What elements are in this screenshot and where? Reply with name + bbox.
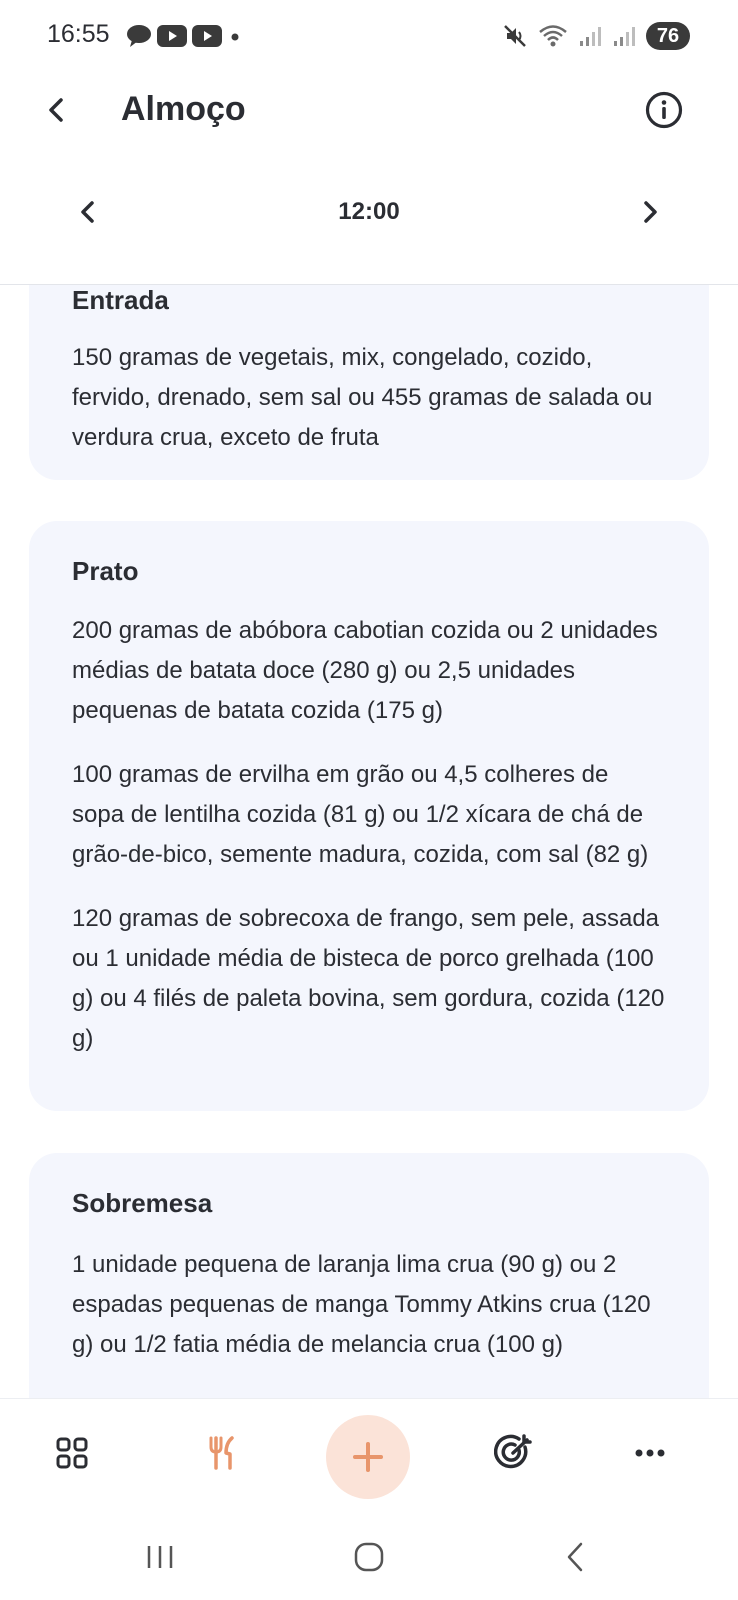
info-icon (644, 90, 684, 130)
card-title: Prato (72, 556, 139, 586)
system-back-button[interactable] (550, 1532, 600, 1582)
meal-content[interactable] (0, 285, 738, 1398)
card-title: Sobremesa (72, 1188, 213, 1218)
nav-dashboard[interactable] (42, 1423, 102, 1483)
card-prato (29, 521, 709, 1111)
nav-meals[interactable] (192, 1423, 252, 1483)
card-sobremesa (29, 1153, 709, 1398)
recent-apps-icon (145, 1543, 175, 1571)
mute-icon (502, 23, 528, 49)
more-icon (634, 1448, 666, 1458)
signal-icon (612, 24, 636, 48)
next-time-button[interactable] (632, 194, 668, 230)
page-title: Almoço (121, 90, 246, 128)
target-icon (494, 1433, 534, 1473)
back-button[interactable] (36, 90, 76, 130)
app-header (0, 72, 738, 154)
food-option: 120 gramas de sobrecoxa de frango, sem pele, assada ou 1 unidade média de bisteca de porco grelhada (100 g) ou 4 filés de paleta bovina, sem gordura, cozida (120 g) (72, 905, 665, 1052)
card-entrada (29, 285, 709, 480)
status-bar (0, 0, 738, 72)
add-button[interactable] (326, 1415, 410, 1499)
food-option: 200 gramas de abóbora cabotian cozida ou 2 unidades médias de batata doce (280 g) ou 2,5 unidades pequenas de batata cozida (175 g) (72, 617, 658, 724)
home-button[interactable] (344, 1532, 394, 1582)
time-navigator (0, 182, 738, 242)
signal-icon (578, 24, 602, 48)
dot-icon (227, 25, 243, 47)
chevron-left-icon (45, 97, 67, 123)
food-option: 100 gramas de ervilha em grão ou 4,5 colheres de sopa de lentilha cozida (81 g) ou 1/2 xícara de chá de grão-de-bico, semente madura, cozida, com sal (82 g) (72, 761, 649, 868)
system-navigation-bar (0, 1508, 738, 1600)
wifi-icon (538, 24, 568, 48)
status-notification-icons (126, 24, 243, 48)
plus-icon (350, 1439, 386, 1475)
chevron-right-icon (640, 200, 660, 224)
card-title: Entrada (72, 285, 169, 315)
nav-goals[interactable] (484, 1423, 544, 1483)
info-button[interactable] (644, 90, 684, 130)
bottom-navigation (0, 1398, 738, 1509)
food-option: 1 unidade pequena de laranja lima crua (90 g) ou 2 espadas pequenas de manga Tommy Atkins crua (120 g) ou 1/2 fatia média de melancia crua (100 g) (72, 1251, 651, 1358)
chat-bubble-icon (126, 24, 152, 48)
battery-indicator: 76 (646, 22, 690, 50)
cutlery-icon (205, 1435, 239, 1471)
meal-time: 12:00 (338, 198, 400, 225)
status-time: 16:55 (47, 20, 110, 48)
home-icon (353, 1541, 385, 1573)
youtube-icon (157, 25, 187, 47)
food-option: 150 gramas de vegetais, mix, congelado, cozido, fervido, drenado, sem sal ou 455 gramas de salada ou verdura crua, exceto de fruta (72, 344, 653, 451)
status-system-icons (502, 22, 690, 50)
grid-icon (55, 1436, 89, 1470)
back-arrow-icon (563, 1541, 587, 1573)
nav-more[interactable] (620, 1423, 680, 1483)
youtube-icon (192, 25, 222, 47)
recent-apps-button[interactable] (135, 1532, 185, 1582)
